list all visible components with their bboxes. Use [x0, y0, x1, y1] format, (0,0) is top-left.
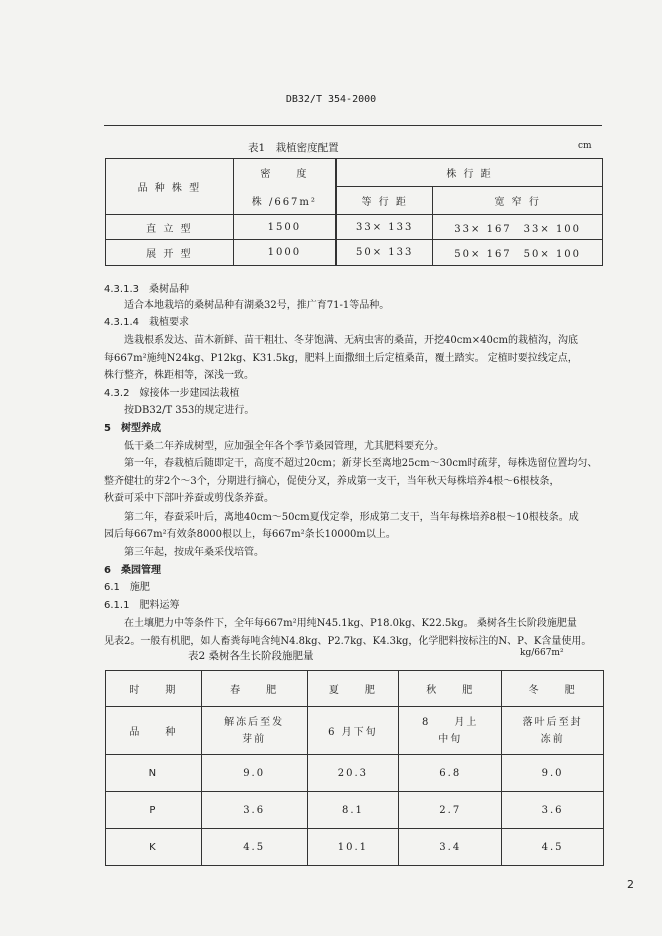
- table1-cell-wide: 33× 167 33× 100: [433, 215, 603, 240]
- table2-cell-value: 4.5: [502, 829, 604, 866]
- section-4314-line: 株行整齐，株距相等，深浅一致。: [104, 370, 254, 381]
- table1-unit: cm: [578, 141, 592, 151]
- section-4314-line: 每667m²施纯N24kg、P12kg、K31.5kg，肥料上面撒细土后定植桑苗，覆土踏实。 定植时要拉线定点，: [104, 353, 578, 364]
- table1-header-spacing: 株 行 距: [336, 159, 602, 187]
- section-611-title: 6.1.1 肥料运筹: [104, 600, 180, 611]
- table2-cell-value: 3.6: [502, 792, 604, 829]
- table2-cell-value: 9.0: [201, 755, 307, 792]
- section-432-title: 4.3.2 嫁接体一步建园法栽植: [104, 388, 240, 399]
- section-4314-title: 4.3.1.4 栽植要求: [104, 317, 189, 328]
- table2-cell-value: 4.5: [201, 829, 307, 866]
- section-4314-line: 选栽根系发达、苗木新鲜、苗干粗壮、冬芽饱满、无病虫害的桑苗，开挖40cm×40cm的栽植沟，沟底: [124, 335, 578, 346]
- table-row: [106, 215, 603, 240]
- table1-header-variety: 品 种 株 型: [106, 159, 234, 215]
- table2-time-autumn: 8 月上中旬: [399, 707, 502, 755]
- section-5-line: 低干桑二年养成树型，应加强全年各个季节桑园管理，尤其肥料要充分。: [124, 441, 444, 452]
- table2-cell-element: P: [106, 792, 202, 829]
- table2-time-winter: 落叶后至封冻前: [502, 707, 604, 755]
- table1-header-density-unit: 株 /667m²: [233, 187, 336, 215]
- table2-header-spring: 春 肥: [201, 671, 307, 707]
- section-5-line: 第二年，春蚕采叶后，离地40cm～50cm夏伐定拳，形成第二支干，当年每株培养8根～10根枝条。成: [124, 512, 579, 523]
- table2-caption: 表2 桑树各生长阶段施肥量: [188, 650, 314, 662]
- section-6-title: 6 桑园管理: [104, 565, 161, 576]
- table2-cell-value: 2.7: [399, 792, 502, 829]
- header-rule: [104, 125, 602, 126]
- table1-cell-equal: 50× 133: [336, 240, 433, 266]
- table1-header-equal: 等 行 距: [336, 187, 433, 215]
- table2-header-period: 时 期: [106, 671, 202, 707]
- table2-header-autumn: 秋 肥: [399, 671, 502, 707]
- table2-cell-value: 8.1: [307, 792, 399, 829]
- table2-time-summer: 6 月下旬: [307, 707, 399, 755]
- table1-cell-density: 1000: [233, 240, 336, 266]
- section-611-line: 见表2。一般有机肥，如人畜粪每吨含纯N4.8kg、P2.7kg、K4.3kg，化学肥料按标注的N、P、K含量使用。: [104, 636, 592, 647]
- table2-header-summer: 夏 肥: [307, 671, 399, 707]
- table1: [105, 158, 603, 266]
- table2-cell-value: 6.8: [399, 755, 502, 792]
- table2: [105, 670, 604, 866]
- table2-time-spring: 解冻后至发芽前: [201, 707, 307, 755]
- table1-cell-type: 展 开 型: [106, 240, 234, 266]
- section-61-title: 6.1 施肥: [104, 582, 150, 593]
- section-5-line: 秋蚕可采中下部叶养蚕或剪伐条养蚕。: [104, 493, 274, 504]
- table2-header-variety: 品 种: [106, 707, 202, 755]
- table2-cell-value: 3.4: [399, 829, 502, 866]
- table1-cell-wide: 50× 167 50× 100: [433, 240, 603, 266]
- section-432-text: 按DB32/T 353的规定进行。: [124, 405, 255, 416]
- table1-header-density: 密 度: [233, 159, 336, 187]
- section-4313-title: 4.3.1.3 桑树品种: [104, 284, 189, 295]
- table-row: [106, 792, 604, 829]
- table2-cell-element: K: [106, 829, 202, 866]
- table1-cell-density: 1500: [233, 215, 336, 240]
- table-row: [106, 240, 603, 266]
- document-header: DB32/T 354-2000: [285, 94, 377, 105]
- section-5-line: 第三年起，按成年桑采伐培管。: [124, 547, 264, 558]
- section-5-line: 园后每667m²有效条8000根以上，每667m²条长10000m以上。: [104, 529, 396, 540]
- section-4313-text: 适合本地栽培的桑树品种有湖桑32号，推广育71-1等品种。: [124, 300, 390, 311]
- table-row: [106, 755, 604, 792]
- table1-cell-equal: 33× 133: [336, 215, 433, 240]
- section-5-line: 整齐健壮的芽2个～3个，分期进行摘心，促使分叉，养成第一支干，当年秋天每株培养4根～6根枝条，: [104, 476, 560, 487]
- section-5-title: 5 树型养成: [104, 423, 161, 434]
- table2-header-winter: 冬 肥: [502, 671, 604, 707]
- table1-header-wide: 宽 窄 行: [433, 187, 603, 215]
- page-number: 2: [627, 878, 634, 891]
- table2-cell-value: 3.6: [201, 792, 307, 829]
- table1-cell-type: 直 立 型: [106, 215, 234, 240]
- table1-caption: 表1 栽植密度配置: [248, 142, 339, 154]
- table2-cell-value: 20.3: [307, 755, 399, 792]
- table2-cell-value: 9.0: [502, 755, 604, 792]
- table2-cell-value: 10.1: [307, 829, 399, 866]
- section-5-line: 第一年，春栽植后随即定干，高度不超过20cm；新芽长至离地25cm～30cm时疏芽，每株选留位置均匀、: [124, 458, 598, 469]
- table-row: [106, 829, 604, 866]
- table2-unit: kg/667m²: [520, 648, 564, 658]
- section-611-line: 在土壤肥力中等条件下，全年每667m²用纯N45.1kg、P18.0kg、K22.5kg。 桑树各生长阶段施肥量: [124, 618, 577, 629]
- table2-cell-element: N: [106, 755, 202, 792]
